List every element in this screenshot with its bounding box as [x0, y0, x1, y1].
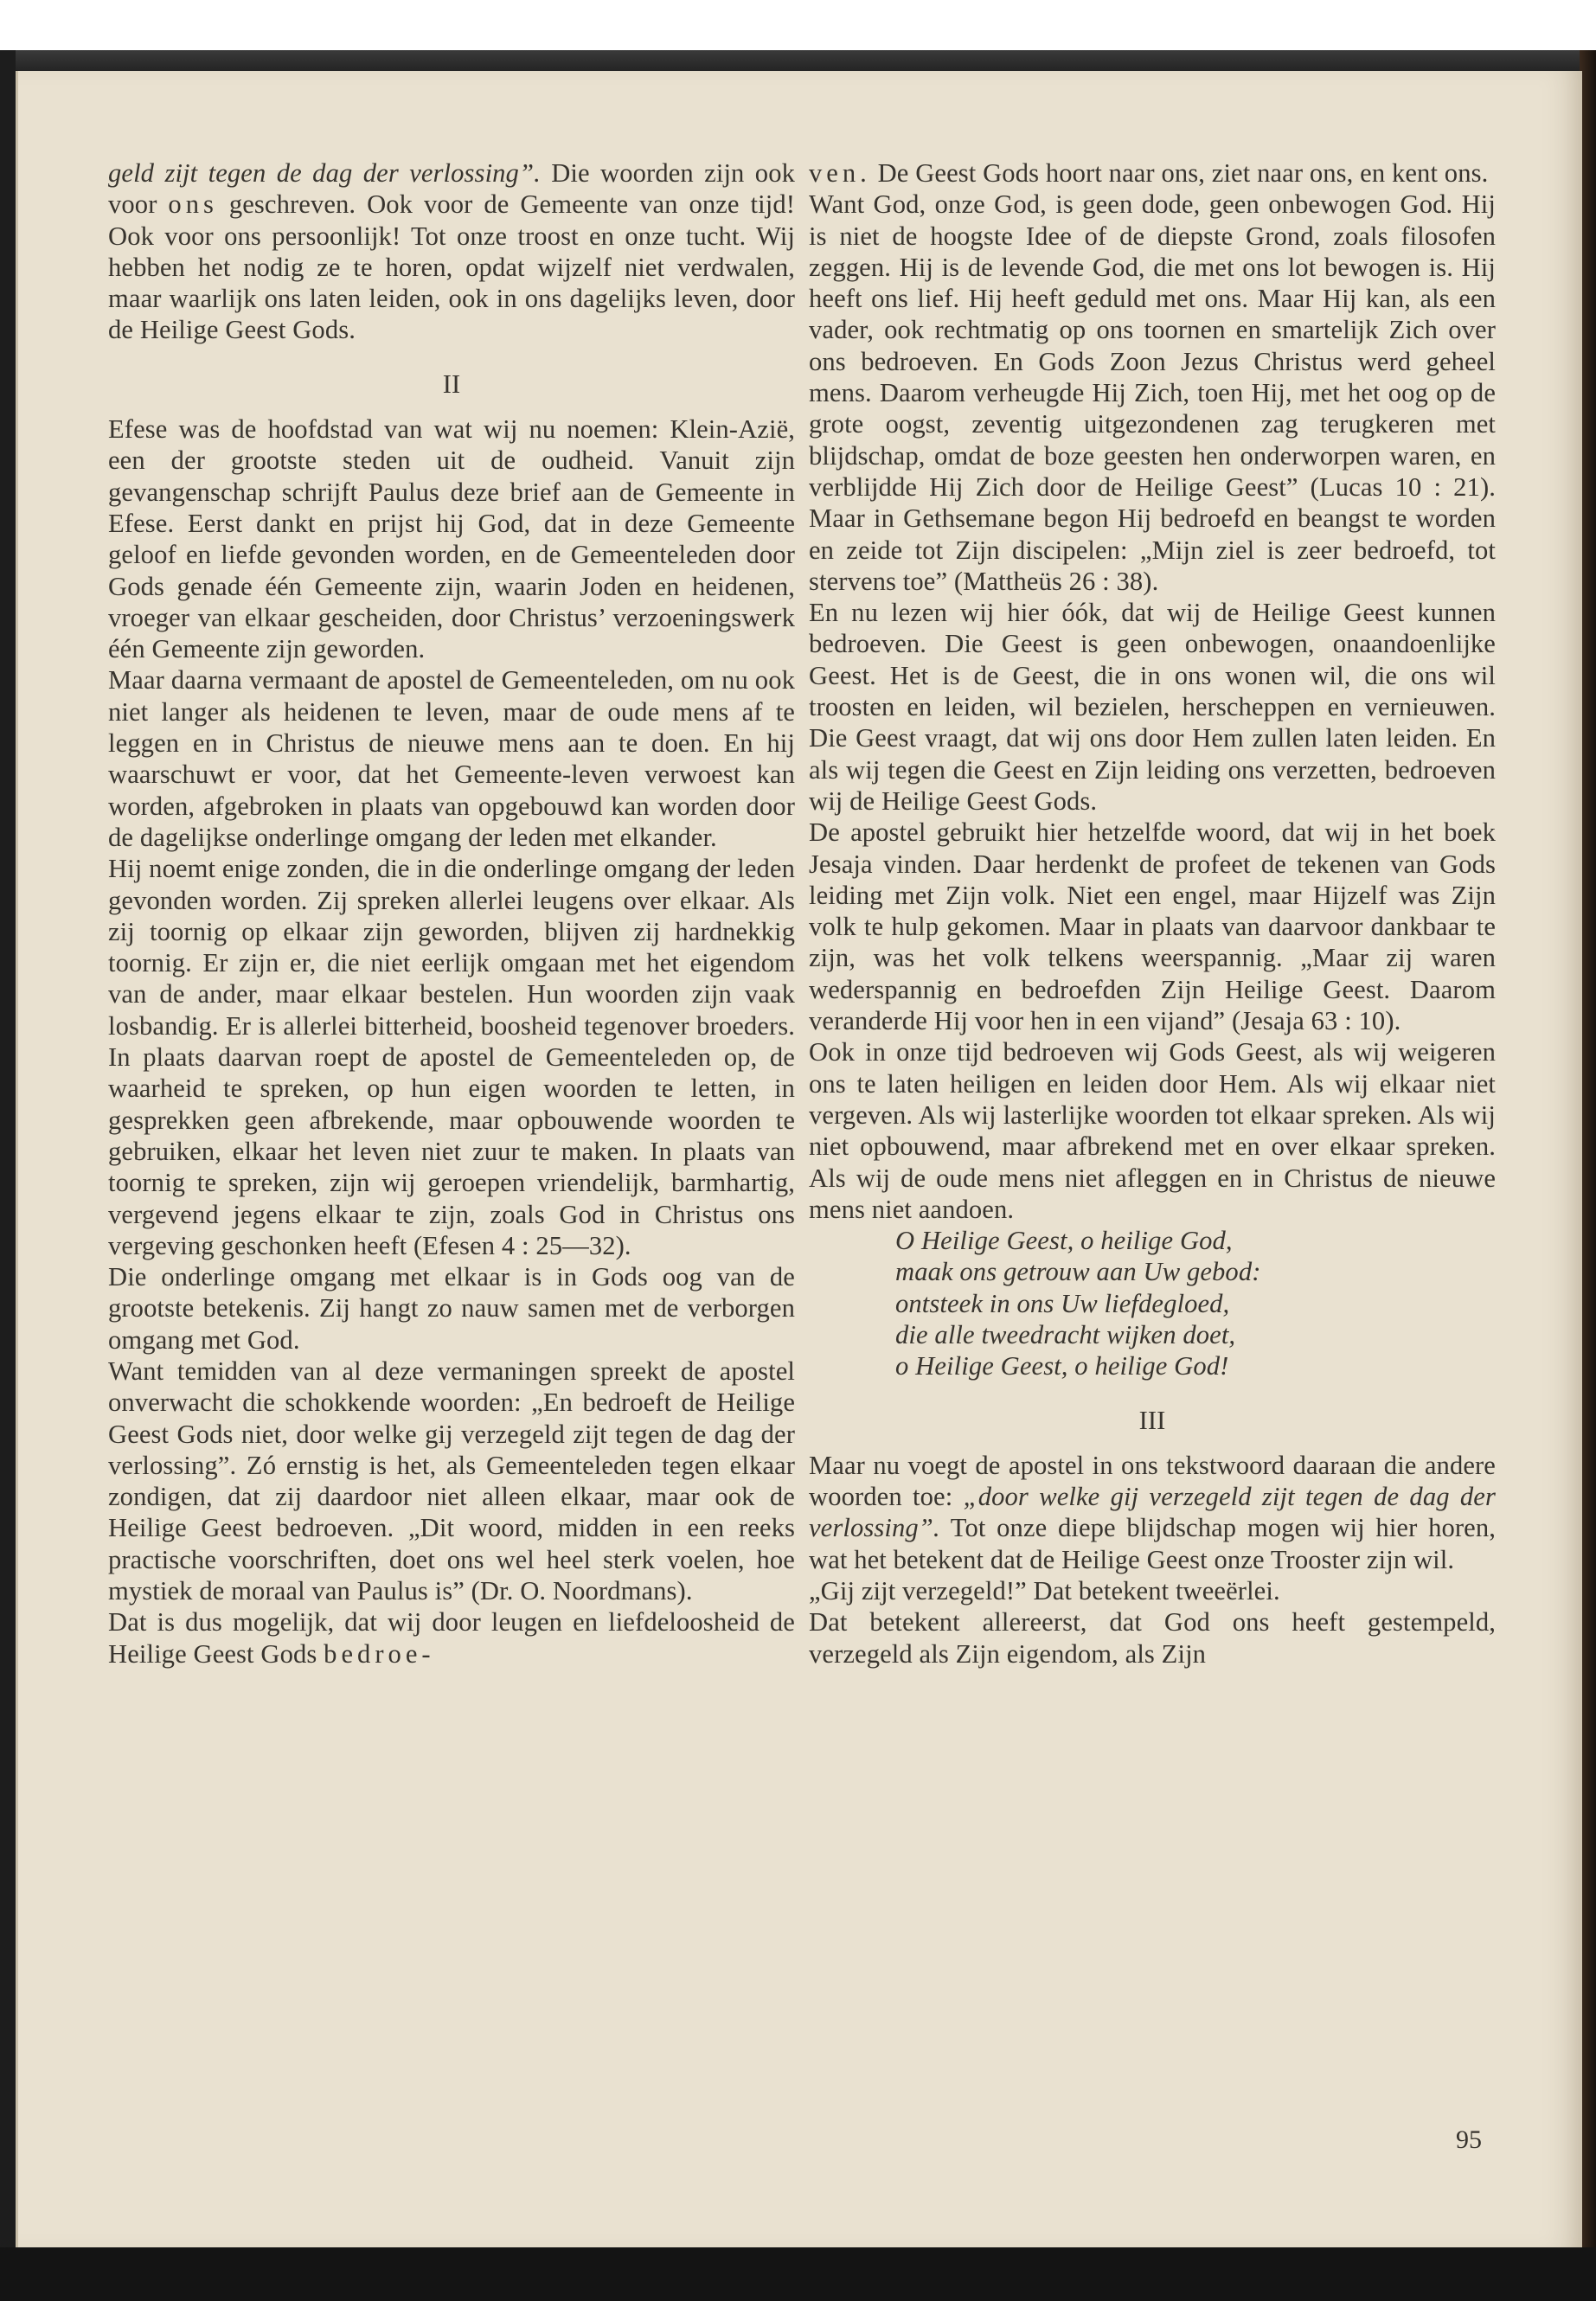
paragraph: Maar daarna vermaant de apostel de Gemeenteleden, om nu ook niet langer als heidenen te leven, maar de oude mens af te leggen en in Christus de nieuwe mens aan te doen. En hij waarschuwt er voor, dat het Gemeente-leven verwoest kan worden, afgebroken in plaats van opgebouwd kan worden door de dagelijkse onderlinge omgang der leden met elkander. — [108, 665, 795, 852]
paragraph — [108, 157, 795, 346]
paragraph: Dat betekent allereerst, dat God ons heeft gestempeld, verzegeld als Zijn eigendom, als Zijn — [809, 1607, 1496, 1669]
verse-line: die alle tweedracht wijken doet, — [895, 1319, 1236, 1349]
page-number: 95 — [1456, 2125, 1482, 2154]
text: De Geest Gods hoort naar ons, ziet naar ons, en kent ons. — [877, 158, 1489, 188]
italic-text: „door welke gij verzegeld zijt tegen de dag der verlossing”. — [809, 1482, 1496, 1543]
paragraph: Hij noemt enige zonden, die in die onderlinge omgang der leden gevonden worden. Zij spreken allerlei leugens over elkaar. Als zij toornig op elkaar zijn geworden, blijven zij hardnekkig toornig. Er zijn er, die niet eerlijk omgaan met het eigendom van de ander, maar elkaar bestelen. Hun woorden zijn vaak losbandig. Er is allerlei bitterheid, boosheid tegenover broeders. In plaats daarvan roept de apostel de Gemeenteleden op, de waarheid te spreken, op hun eigen woorden te letten, in gesprekken geen afbrekende, maar opbouwende woorden te gebruiken, elkaar het leven niet zuur te maken. In plaats van toornig te spreken, zijn wij geroepen vriendelijk, barmhartig, vergevend jegens elkaar te zijn, zoals God in Christus ons vergeving geschonken heeft (Efesen 4 : 25—32). — [108, 854, 795, 1260]
text: Tot onze diepe blijdschap mogen wij hier horen, wat het betekent dat de Heilige Geest onze Trooster zijn wil. — [809, 1513, 1496, 1574]
paragraph: Die onderlinge omgang met elkaar is in Gods oog van de grootste betekenis. Zij hangt zo nauw samen met de verborgen omgang met God. — [108, 1262, 795, 1355]
spaced-emphasis: bedroe- — [324, 1638, 435, 1669]
verse-line: o Heilige Geest, o heilige God! — [895, 1351, 1229, 1381]
section-heading: III — [1138, 1405, 1166, 1435]
text: Maar nu voegt de apostel in ons tekstwoord daaraan die andere woorden toe: — [809, 1450, 1496, 1512]
paragraph: En nu lezen wij hier óók, dat wij de Heilige Geest kunnen bedroeven. Die Geest is geen onbewogen, onaandoenlijke Geest. Het is de Geest, die in ons wonen wil, die ons wil troosten en leiden, wil bezielen, herscheppen en vernieuwen. Die Geest vraagt, dat wij ons door Hem zullen laten leiden. En als wij tegen die Geest en Zijn leiding ons verzetten, bedroeven wij de Heilige Geest Gods. — [809, 598, 1496, 816]
paragraph: Want God, onze God, is geen dode, geen onbewogen God. Hij is niet de hoogste Idee of de diepste Grond, zoals filosofen zeggen. Hij is de levende God, die met ons lot bewogen is. Hij heeft ons lief. Hij heeft geduld met ons. Maar Hij kan, als een vader, ook rechtmatig op ons toornen en smartelijk Zich over ons bedroeven. En Gods Zoon Jezus Christus werd geheel mens. Daarom verheugde Hij Zich, toen Hij, met het oog op de grote oogst, zeventig uitgezondenen zag terugkeren met blijdschap, omdat de boze geesten hen onderworpen waren, en verblijdde Hij Zich door de Heilige Geest” (Lucas 10 : 21). Maar in Gethsemane begon Hij bedroefd en beangst te worden en zeide tot Zijn discipelen: „Mijn ziel is zeer bedroefd, tot stervens toe” (Mattheüs 26 : 38). — [809, 189, 1496, 596]
paragraph: Ook in onze tijd bedroeven wij Gods Geest, als wij weigeren ons te laten heiligen en leiden door Hem. Als wij elkaar niet vergeven. Als wij lasterlijke woorden tot elkaar spreken. Als wij niet opbouwend, maar afbrekend met en over elkaar spreken. Als wij de oude mens niet afleggen en in Christus de nieuwe mens niet aandoen. — [809, 1037, 1496, 1224]
text: geschreven. Ook voor de Gemeente van onze tijd! Ook voor ons persoonlijk! Tot onze troost en onze tucht. Wij hebben het nodig ze te horen, opdat wijzelf niet verdwalen, maar waarlijk ons laten leiden, ook in ons dagelijks leven, door de Heilige Geest Gods. — [108, 189, 796, 345]
paragraph — [809, 157, 1496, 189]
text: Dat is dus mogelijk, dat wij door leugen en liefdeloosheid de Heilige Geest Gods — [108, 1607, 795, 1669]
paragraph: „Gij zijt verzegeld!” Dat betekent tweeërlei. — [809, 1576, 1280, 1606]
verse-line: ontsteek in ons Uw liefdegloed, — [895, 1288, 1230, 1318]
spaced-emphasis: ven. — [809, 158, 871, 188]
book-binding-bottom — [0, 2247, 1596, 2301]
left-column — [108, 157, 795, 1670]
text: Die woorden zijn ook voor — [108, 158, 795, 220]
verse-line: O Heilige Geest, o heilige God, — [895, 1226, 1233, 1256]
paragraph: Want temidden van al deze vermaningen spreekt de apostel onverwacht die schokkende woorden: „En bedroeft de Heilige Geest Gods niet, door welke gij verzegeld zijt tegen de dag der verlossing”. Zó ernstig is het, als Gemeenteleden tegen elkaar zondigen, dat zij daardoor niet alleen elkaar, maar ook de Heilige Geest bedroeven. „Dit woord, midden in een reeks practische voorschriften, doet ons wel heel sterk voelen, hoe mystiek de moraal van Paulus is” (Dr. O. Noordmans). — [108, 1356, 795, 1606]
hymn-verse — [809, 1225, 1496, 1381]
paragraph — [809, 1450, 1496, 1575]
book-page — [16, 71, 1582, 2247]
paragraph: De apostel gebruikt hier hetzelfde woord, dat wij in het boek Jesaja vinden. Daar herdenkt de profeet de tekenen van Gods leiding met Zijn volk. Niet een engel, maar Hijzelf was Zijn volk te hulp gekomen. Maar in plaats van daarvoor dankbaar te zijn, was het volk telkens weerspannig. „Maar zij waren wederspannig en bedroefden Zijn Heilige Geest. Daarom veranderde Hij voor hen in een vijand” (Jesaja 63 : 10). — [809, 817, 1496, 1036]
spaced-emphasis: ons — [168, 189, 218, 220]
right-column — [809, 157, 1496, 1670]
book-binding-left — [0, 50, 16, 2301]
verse-line: maak ons getrouw aan Uw gebod: — [895, 1257, 1261, 1287]
paragraph — [108, 1606, 795, 1670]
paragraph: Efese was de hoofdstad van wat wij nu noemen: Klein-Azië, een der grootste steden uit de oudheid. Vanuit zijn gevangenschap schrijft Paulus deze brief aan de Gemeente in Efese. Eerst dankt en prijst hij God, dat in deze Gemeente geloof en liefde gevonden worden, en de Gemeenteleden door Gods genade één Gemeente zijn, waarin Joden en heidenen, vroeger van elkaar gescheiden, door Christus’ verzoeningswerk één Gemeente zijn geworden. — [108, 414, 795, 664]
section-heading: II — [442, 369, 461, 399]
italic-text: geld zijt tegen de dag der verlossing”. — [108, 158, 541, 188]
